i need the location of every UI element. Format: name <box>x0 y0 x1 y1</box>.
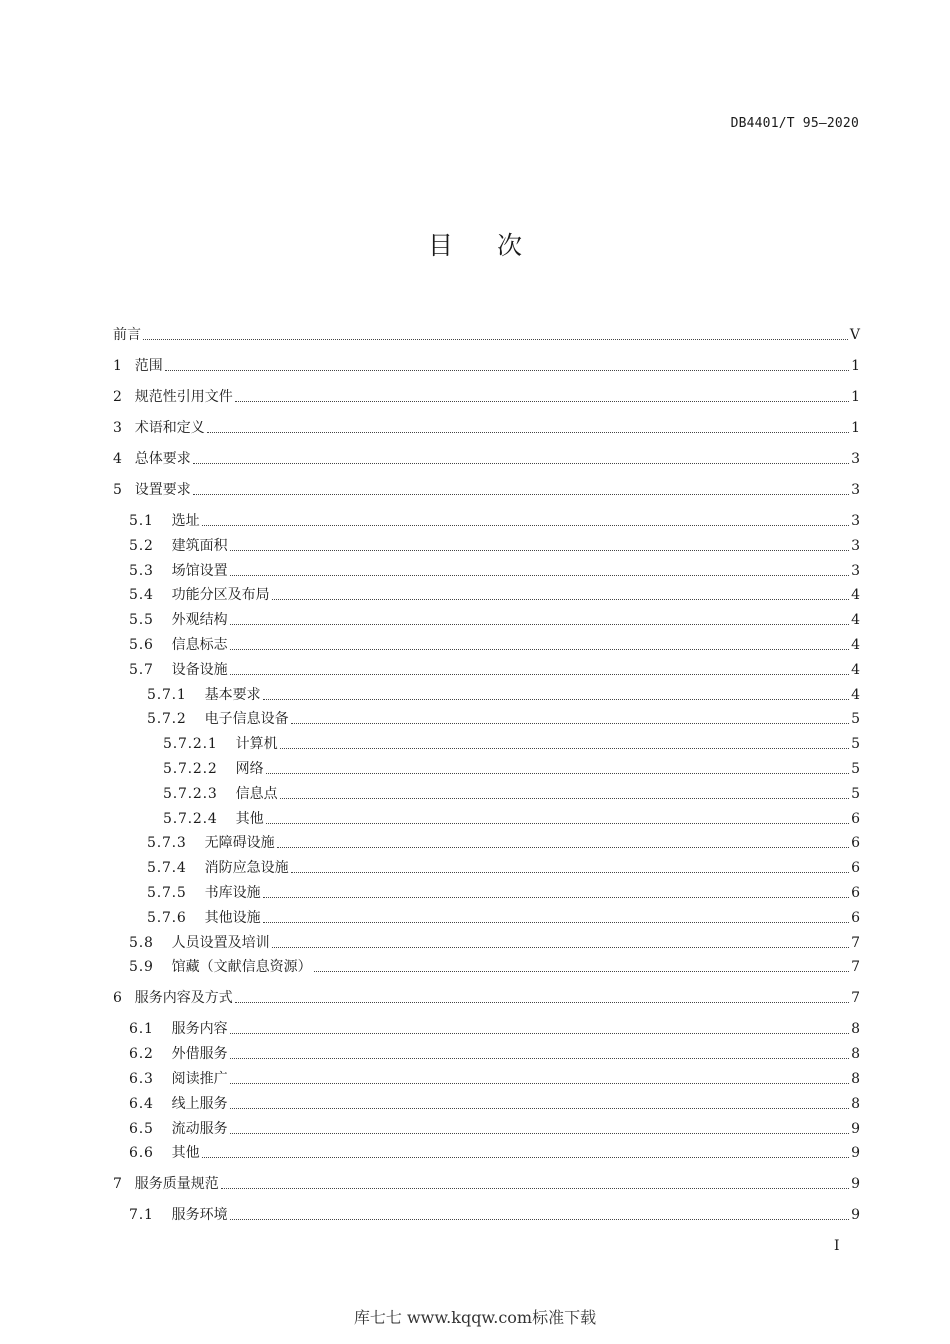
toc-entry-page: 8 <box>851 1021 860 1038</box>
toc-dot-leader <box>193 462 849 464</box>
toc-entry-number: 7.1 <box>129 1207 154 1224</box>
toc-entry-number: 5.7.1 <box>147 686 187 703</box>
toc-entry[interactable] <box>147 857 860 879</box>
toc-entry[interactable] <box>129 956 860 978</box>
toc-entry-title: 馆藏（文献信息资源） <box>171 959 312 976</box>
toc-entry[interactable] <box>113 1173 860 1195</box>
toc-dot-leader <box>230 623 849 625</box>
toc-entry-title: 功能分区及布局 <box>171 587 270 604</box>
toc-entry-title: 服务质量规范 <box>134 1176 219 1193</box>
toc-entry[interactable] <box>129 1118 860 1140</box>
toc-entry-number: 5 <box>113 482 123 498</box>
toc-entry[interactable] <box>163 733 860 755</box>
toc-entry[interactable] <box>129 932 860 954</box>
toc-entry[interactable] <box>147 832 860 854</box>
toc-dot-leader <box>202 524 849 526</box>
toc-dot-leader <box>230 1032 849 1034</box>
toc-entry[interactable] <box>129 1142 860 1164</box>
toc-dot-leader <box>266 822 849 824</box>
toc-entry-number: 1 <box>113 358 123 374</box>
toc-entry-number: 5.7 <box>129 661 154 678</box>
toc-entry-page: 7 <box>851 990 860 1007</box>
toc-entry-title: 场馆设置 <box>171 562 228 579</box>
toc-dot-leader <box>235 400 849 402</box>
toc-entry-title: 流动服务 <box>171 1120 228 1137</box>
toc-entry-title: 其他 <box>171 1145 200 1162</box>
toc-dot-leader <box>230 574 849 576</box>
toc-entry-title: 选址 <box>171 513 200 529</box>
toc-entry-number: 5.7.2.1 <box>163 736 218 753</box>
toc-entry[interactable] <box>129 634 860 656</box>
toc-entry-page: 9 <box>851 1207 860 1224</box>
toc-entry-page: 5 <box>851 785 860 802</box>
toc-entry-number: 5.7.6 <box>147 909 187 926</box>
toc-entry[interactable] <box>129 560 860 582</box>
toc-entry[interactable] <box>163 808 860 830</box>
toc-entry-title: 范围 <box>134 358 163 374</box>
toc-entry-number: 5.1 <box>129 513 154 529</box>
toc-entry-title: 信息点 <box>235 785 278 802</box>
toc-entry-title: 书库设施 <box>204 885 261 901</box>
toc-entry-page: 9 <box>851 1176 860 1193</box>
toc-entry-title: 其他设施 <box>204 909 261 926</box>
toc-entry-title: 计算机 <box>235 736 278 753</box>
toc-entry-title: 规范性引用文件 <box>134 389 233 405</box>
toc-dot-leader <box>266 772 849 774</box>
toc-dot-leader <box>193 493 849 495</box>
toc-dot-leader <box>202 1156 849 1158</box>
toc-entry-number: 5.5 <box>129 612 154 629</box>
toc-entry-number: 5.4 <box>129 587 154 604</box>
toc-entry-title: 外借服务 <box>171 1046 228 1063</box>
toc-entry-page: 8 <box>851 1046 860 1063</box>
toc-entry-number: 5.7.4 <box>147 860 187 877</box>
toc-entry[interactable] <box>129 584 860 606</box>
toc-entry-number: 6.6 <box>129 1145 154 1162</box>
toc-entry-number: 5.7.2 <box>147 711 187 728</box>
toc-dot-leader <box>230 1218 849 1220</box>
toc-entry-page: 1 <box>851 358 860 374</box>
toc-entry-page: 4 <box>851 587 860 604</box>
toc-dot-leader <box>272 946 849 948</box>
toc-entry[interactable] <box>147 907 860 929</box>
toc-dot-leader <box>291 871 849 873</box>
toc-entry-number: 6.3 <box>129 1071 154 1087</box>
toc-entry-title: 术语和定义 <box>134 420 205 436</box>
toc-dot-leader <box>207 431 849 433</box>
toc-dot-leader <box>230 673 849 675</box>
toc-entry-page: 7 <box>851 959 860 976</box>
toc-entry[interactable] <box>113 479 860 501</box>
toc-entry-title: 外观结构 <box>171 612 228 629</box>
toc-entry-page: 4 <box>851 637 860 653</box>
toc-dot-leader <box>230 1057 849 1059</box>
toc-dot-leader <box>165 369 849 371</box>
toc-entry[interactable] <box>129 1043 860 1065</box>
toc-dot-leader <box>280 797 849 799</box>
toc-entry[interactable] <box>113 448 860 470</box>
toc-entry-page: 3 <box>851 451 860 467</box>
toc-entry-page: 9 <box>851 1120 860 1137</box>
toc-entry-number: 5.7.5 <box>147 885 187 901</box>
toc-entry-number: 5.7.3 <box>147 835 187 852</box>
toc-entry[interactable] <box>113 987 860 1009</box>
toc-entry-page: 3 <box>851 482 860 498</box>
toc-entry-number: 2 <box>113 389 123 405</box>
toc-entry-page: 8 <box>851 1071 860 1087</box>
toc-entry-title: 服务内容及方式 <box>134 990 233 1007</box>
page-number: I <box>834 1238 840 1254</box>
toc-entry-title: 前言 <box>113 327 141 343</box>
toc-entry-number: 6.1 <box>129 1021 154 1038</box>
toc-entry[interactable] <box>129 1093 860 1115</box>
toc-entry-number: 5.7.2.4 <box>163 810 218 827</box>
toc-entry-number: 6.5 <box>129 1120 154 1137</box>
toc-entry-page: 5 <box>851 711 860 728</box>
toc-entry-title: 线上服务 <box>171 1095 228 1112</box>
toc-entry[interactable] <box>113 417 860 439</box>
toc-entry-title: 网络 <box>235 761 264 777</box>
toc-entry[interactable] <box>113 355 860 377</box>
toc-entry-title: 基本要求 <box>204 686 261 703</box>
toc-entry[interactable] <box>129 1068 860 1090</box>
toc-entry-title: 电子信息设备 <box>204 711 289 728</box>
toc-entry-page: 6 <box>851 810 860 827</box>
toc-dot-leader <box>263 921 849 923</box>
toc-dot-leader <box>314 970 849 972</box>
toc-entry-number: 5.7.2.2 <box>163 761 218 777</box>
toc-entry-title: 总体要求 <box>134 451 191 467</box>
toc-dot-leader <box>230 648 849 650</box>
toc-entry-title: 其他 <box>235 810 264 827</box>
toc-entry[interactable] <box>147 882 860 904</box>
toc-entry[interactable] <box>113 386 860 408</box>
toc-entry-number: 6.4 <box>129 1095 154 1112</box>
toc-dot-leader <box>263 896 849 898</box>
toc-entry-title: 无障碍设施 <box>204 835 275 852</box>
toc-entry[interactable] <box>129 1018 860 1040</box>
toc-entry-page: 1 <box>851 389 860 405</box>
toc-entry-number: 7 <box>113 1176 123 1193</box>
toc-entry-title: 服务环境 <box>171 1207 228 1224</box>
toc-entry-title: 阅读推广 <box>171 1071 228 1087</box>
toc-entry-page: 1 <box>851 420 860 436</box>
toc-entry[interactable] <box>113 324 860 346</box>
toc-dot-leader <box>235 1001 849 1003</box>
toc-dot-leader <box>263 698 849 700</box>
toc-entry[interactable] <box>163 758 860 780</box>
toc-dot-leader <box>221 1187 849 1189</box>
toc-dot-leader <box>230 1082 849 1084</box>
toc-entry-page: 6 <box>851 835 860 852</box>
toc-entry-page: 3 <box>851 537 860 554</box>
toc-entry-number: 3 <box>113 420 123 436</box>
toc-entry-page: 9 <box>851 1145 860 1162</box>
toc-entry-number: 6.2 <box>129 1046 154 1063</box>
toc-entry-title: 设备设施 <box>171 661 228 678</box>
toc-dot-leader <box>291 722 849 724</box>
toc-entry-page: 3 <box>851 562 860 579</box>
toc-dot-leader <box>280 747 849 749</box>
toc-entry-title: 人员设置及培训 <box>171 934 270 951</box>
toc-dot-leader <box>230 549 849 551</box>
toc-entry-page: 4 <box>851 661 860 678</box>
toc-entry-number: 6 <box>113 990 123 1007</box>
toc-entry-page: 4 <box>851 686 860 703</box>
toc-entry-page: 6 <box>851 909 860 926</box>
toc-dot-leader <box>230 1132 849 1134</box>
page-title: 目 次 <box>428 231 540 260</box>
toc-dot-leader <box>143 338 848 340</box>
toc-entry-number: 5.6 <box>129 637 154 653</box>
toc-entry-page: 3 <box>851 513 860 529</box>
toc-entry-page: V <box>849 327 860 343</box>
toc-entry-page: 5 <box>851 736 860 753</box>
toc-entry-number: 5.3 <box>129 562 154 579</box>
standard-code: DB4401/T 95—2020 <box>730 116 859 131</box>
toc-entry-title: 信息标志 <box>171 637 228 653</box>
toc-entry[interactable] <box>129 609 860 631</box>
toc-entry-page: 4 <box>851 612 860 629</box>
toc-entry-number: 5.9 <box>129 959 154 976</box>
toc-entry-number: 5.8 <box>129 934 154 951</box>
toc-entry-page: 8 <box>851 1095 860 1112</box>
toc-dot-leader <box>230 1107 849 1109</box>
toc-entry-number: 4 <box>113 451 123 467</box>
footer-watermark: 库七七 www.kqqw.com标准下载 <box>353 1308 597 1327</box>
toc-entry[interactable] <box>147 684 860 706</box>
toc-dot-leader <box>277 846 849 848</box>
toc-entry-title: 服务内容 <box>171 1021 228 1038</box>
toc-entry-title: 设置要求 <box>134 482 191 498</box>
toc-entry-page: 6 <box>851 885 860 901</box>
toc-entry[interactable] <box>147 708 860 730</box>
toc-entry-page: 7 <box>851 934 860 951</box>
toc-entry-title: 建筑面积 <box>171 537 228 554</box>
toc-dot-leader <box>272 598 849 600</box>
toc-entry[interactable] <box>129 535 860 557</box>
toc-entry-title: 消防应急设施 <box>204 860 289 877</box>
toc-entry-number: 5.2 <box>129 537 154 554</box>
toc-entry[interactable] <box>129 510 860 532</box>
toc-entry-page: 6 <box>851 860 860 877</box>
toc-entry-number: 5.7.2.3 <box>163 785 218 802</box>
toc-entry[interactable] <box>129 1204 860 1226</box>
toc-entry-page: 5 <box>851 761 860 777</box>
toc-entry[interactable] <box>129 659 860 681</box>
toc-entry[interactable] <box>163 783 860 805</box>
